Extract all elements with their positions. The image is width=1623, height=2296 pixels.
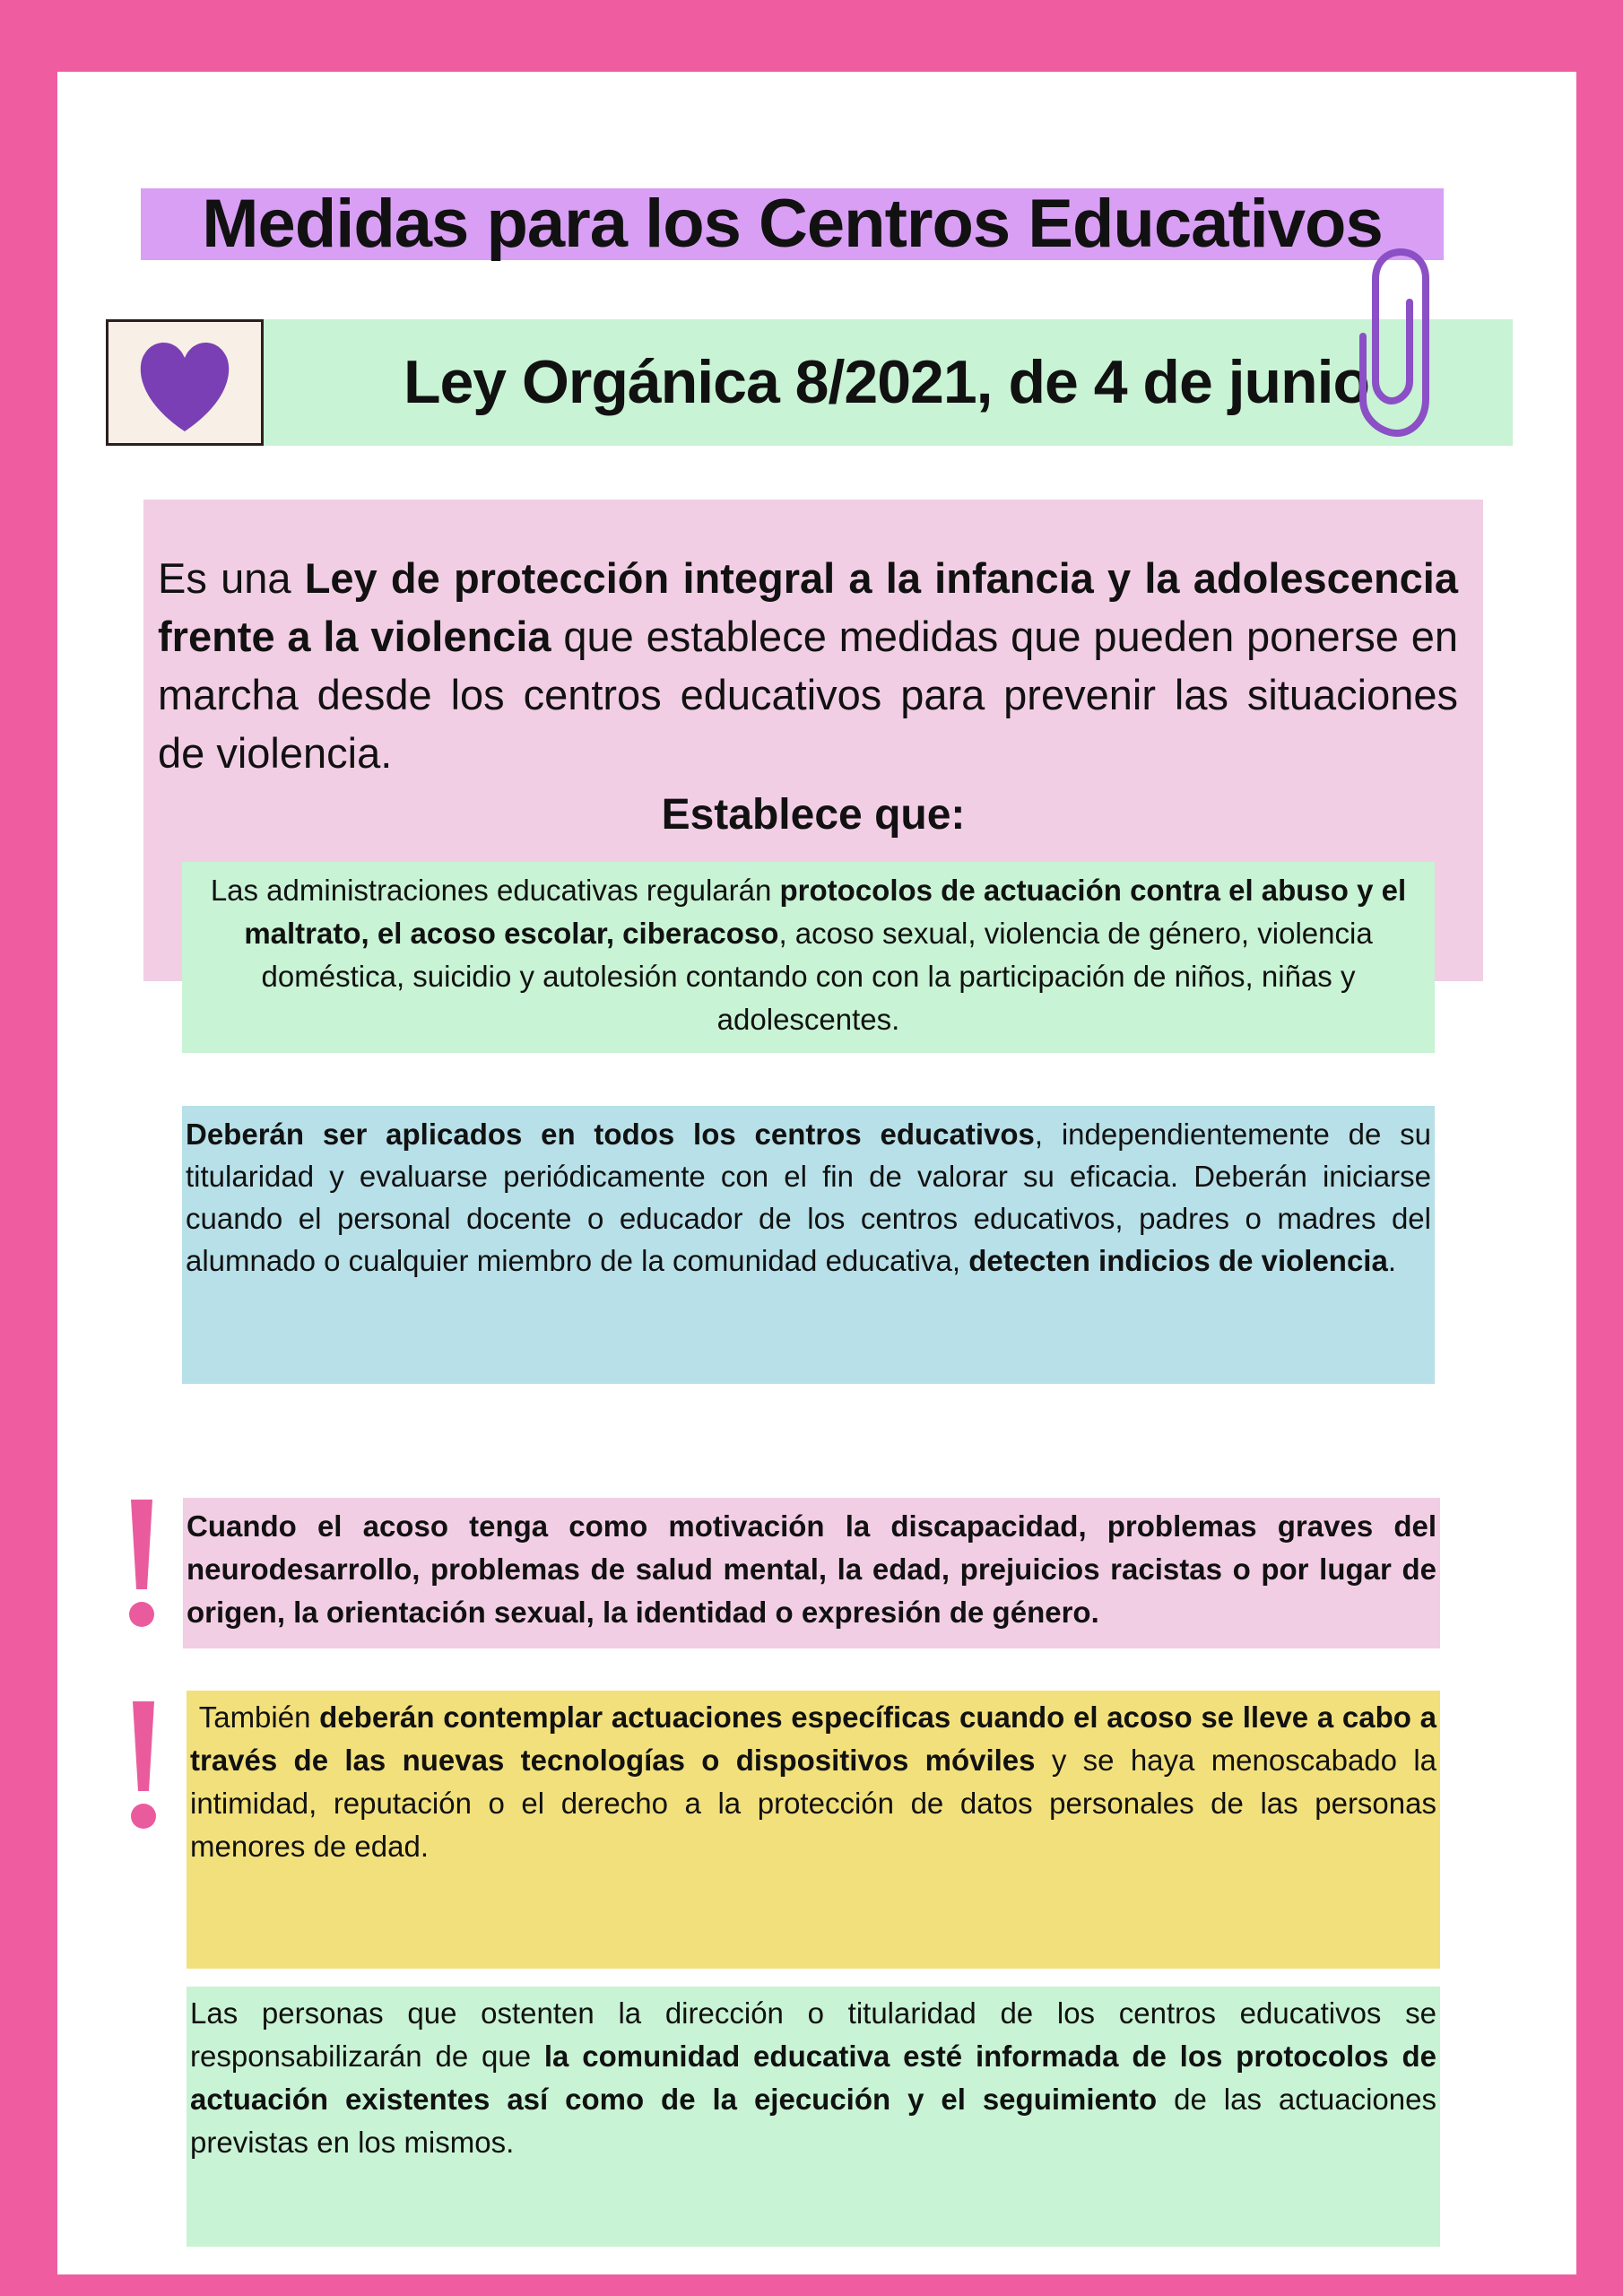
page-title: Medidas para los Centros Educativos (202, 186, 1383, 262)
intro-law-name: Ley de protección integral a la infancia y la adolescencia frente a la violencia (158, 554, 1458, 660)
technology-box (187, 1691, 1440, 1969)
direction-text-2: de las actuaciones previstas en los mismos. (190, 2083, 1436, 2159)
apply-text-2: . (1387, 1244, 1396, 1277)
motivation-box: Cuando el acoso tenga como motivación la discapacidad, problemas graves del neurodesarrollo, problemas de salud mental, la edad, prejuicios racistas o por lugar de origen, la orientación sexual, la identidad o expresión de género. (183, 1498, 1440, 1648)
tech-text-1: También (198, 1700, 311, 1734)
heart-frame (106, 319, 264, 446)
direction-bold: la comunidad educativa esté informada de los protocolos de actuación existentes así como de la ejecución y el seguimiento (190, 2039, 1436, 2116)
apply-bold-2: detecten indicios de violencia (968, 1244, 1388, 1277)
protocols-bold: protocolos de actuación contra el abuso y el maltrato, el acoso escolar, ciberacoso (244, 874, 1407, 950)
law-title: Ley Orgánica 8/2021, de 4 de junio (403, 348, 1370, 416)
intro-paragraph (158, 549, 1458, 782)
intro-text-2: que establece medidas que pueden ponerse en marcha desde los centros educativos para prevenir las situaciones de violencia. (158, 613, 1458, 777)
heart-icon (108, 322, 261, 443)
tech-bold: deberán contemplar actuaciones específicas cuando el acoso se lleve a cabo a través de las nuevas tecnologías o dispositivos móviles (190, 1700, 1437, 1777)
exclamation-icon (115, 1489, 169, 1632)
protocols-text-1: Las administraciones educativas regularán (210, 874, 772, 907)
protocols-box (182, 862, 1435, 1053)
apply-text-1: , independientemente de su titularidad y evaluarse periódicamente con el fin de valorar su eficacia. Deberán iniciarse cuando el personal docente o educador de los centros educativos, padres o madres del alumnado o cualquier miembro de la comunidad educativa, (186, 1118, 1432, 1277)
establece-heading: Establece que: (661, 791, 966, 839)
protocols-text-2: , acoso sexual, violencia de género, violencia doméstica, suicidio y autolesión contando con con la participación de niños, niñas y adolescentes. (261, 917, 1373, 1036)
direction-box (187, 1987, 1440, 2247)
direction-text-1: Las personas que ostenten la dirección o titularidad de los centros educativos se responsabilizarán de que (190, 1996, 1436, 2073)
paperclip-icon (1354, 247, 1444, 439)
exclamation-icon (117, 1691, 170, 1834)
tech-text-2: y se haya menoscabado la intimidad, reputación o el derecho a la protección de datos personales de las personas menores de edad. (190, 1744, 1437, 1863)
apply-bold-1: Deberán ser aplicados en todos los centros educativos (186, 1118, 1035, 1151)
intro-text-1: Es una (158, 554, 291, 602)
apply-box (182, 1106, 1435, 1384)
